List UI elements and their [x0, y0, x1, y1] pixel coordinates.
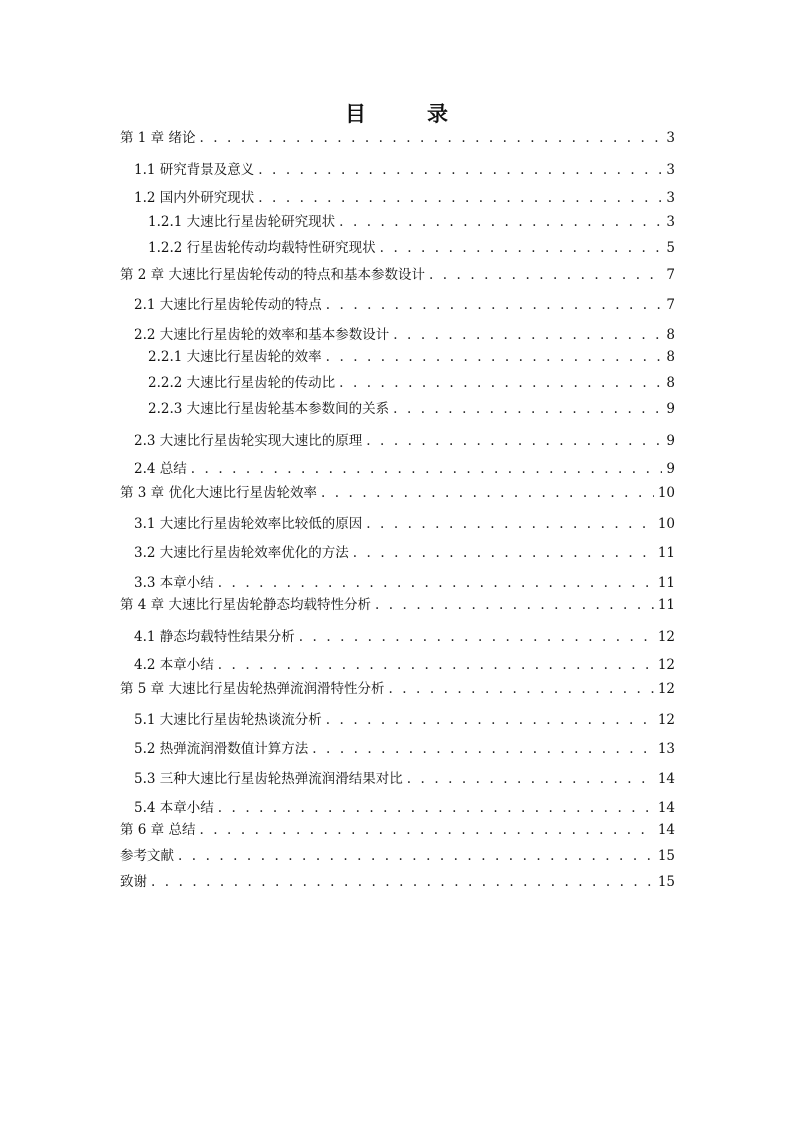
dot-leader	[321, 483, 654, 503]
toc-entry-page: 9	[666, 433, 675, 449]
dot-leader	[407, 769, 654, 789]
toc-entry[interactable]	[134, 459, 675, 479]
dot-leader	[353, 543, 654, 563]
toc-entry-page: 11	[657, 545, 675, 561]
toc-entry-page: 9	[666, 461, 675, 477]
toc-entry-page: 14	[657, 822, 675, 838]
toc-entry-label: 3.3 本章小结	[134, 575, 214, 591]
toc-entry[interactable]	[148, 212, 675, 232]
dot-leader	[375, 595, 654, 615]
dot-leader	[326, 347, 663, 367]
dot-leader	[151, 872, 654, 892]
toc-entry-page: 5	[666, 240, 675, 256]
toc-entry-label: 2.2.3 大速比行星齿轮基本参数间的关系	[148, 401, 390, 417]
toc-entry-label: 第 3 章 优化大速比行星齿轮效率	[120, 485, 317, 501]
toc-entry[interactable]	[120, 595, 675, 615]
toc-entry-label: 1.1 研究背景及意义	[134, 162, 255, 178]
toc-entry[interactable]	[134, 295, 675, 315]
dot-leader	[218, 798, 654, 818]
toc-entry-label: 2.2.2 大速比行星齿轮的传动比	[148, 375, 336, 391]
dot-leader	[199, 128, 662, 148]
toc-entry[interactable]	[120, 265, 675, 285]
dot-leader	[339, 373, 662, 393]
toc-entry[interactable]	[134, 710, 675, 730]
toc-entry-page: 15	[657, 874, 675, 890]
toc-entry-label: 5.2 热弹流润滑数值计算方法	[134, 741, 309, 757]
toc-entry-label: 3.2 大速比行星齿轮效率优化的方法	[134, 545, 349, 561]
toc-entry[interactable]	[134, 188, 675, 208]
toc-entry-label: 1.2.1 大速比行星齿轮研究现状	[148, 214, 336, 230]
toc-title: 目 录	[345, 101, 468, 126]
dot-leader	[366, 514, 654, 534]
toc-entry-page: 12	[657, 629, 675, 645]
toc-entry[interactable]	[148, 399, 675, 419]
dot-leader	[393, 325, 662, 345]
dot-leader	[218, 573, 654, 593]
toc-entry[interactable]	[134, 798, 675, 818]
toc-entry-page: 14	[657, 771, 675, 787]
toc-entry-page: 12	[657, 657, 675, 673]
toc-entry[interactable]	[120, 820, 675, 840]
toc-entry-page: 15	[657, 848, 675, 864]
dot-leader	[339, 212, 662, 232]
toc-entry-label: 2.1 大速比行星齿轮传动的特点	[134, 297, 322, 313]
toc-entry[interactable]	[120, 846, 675, 866]
dot-leader	[312, 739, 654, 759]
dot-leader	[326, 295, 663, 315]
toc-entry-label: 3.1 大速比行星齿轮效率比较低的原因	[134, 516, 363, 532]
toc-entry-page: 10	[657, 485, 675, 501]
toc-entry-label: 2.3 大速比行星齿轮实现大速比的原理	[134, 433, 363, 449]
dot-leader	[191, 459, 663, 479]
dot-leader	[429, 265, 662, 285]
toc-entry[interactable]	[134, 573, 675, 593]
toc-entry-page: 3	[666, 162, 675, 178]
toc-entry[interactable]	[148, 238, 675, 258]
toc-entry-page: 14	[657, 800, 675, 816]
dot-leader	[380, 238, 663, 258]
toc-entry[interactable]	[120, 128, 675, 148]
toc-entry-page: 12	[657, 681, 675, 697]
toc-entry[interactable]	[134, 514, 675, 534]
toc-entry-page: 3	[666, 214, 675, 230]
toc-entry[interactable]	[134, 655, 675, 675]
toc-entry-label: 第 6 章 总结	[120, 822, 196, 838]
toc-entry[interactable]	[120, 483, 675, 503]
toc-entry[interactable]	[120, 679, 675, 699]
toc-entry-label: 4.2 本章小结	[134, 657, 214, 673]
toc-entry-label: 第 1 章 绪论	[120, 130, 196, 146]
toc-entry-page: 11	[657, 575, 675, 591]
toc-entry-page: 10	[657, 516, 675, 532]
toc-entry-label: 2.2 大速比行星齿轮的效率和基本参数设计	[134, 327, 390, 343]
toc-entry-page: 11	[657, 597, 675, 613]
toc-entry-label: 2.2.1 大速比行星齿轮的效率	[148, 349, 322, 365]
toc-entry-page: 3	[666, 130, 675, 146]
toc-entry-label: 1.2 国内外研究现状	[134, 190, 255, 206]
toc-entry-page: 8	[666, 375, 675, 391]
dot-leader	[388, 679, 653, 699]
toc-entry-label: 5.3 三种大速比行星齿轮热弹流润滑结果对比	[134, 771, 403, 787]
toc-entry[interactable]	[148, 373, 675, 393]
toc-entry-label: 4.1 静态均载特性结果分析	[134, 629, 295, 645]
dot-leader	[258, 160, 662, 180]
toc-entry-page: 9	[666, 401, 675, 417]
toc-entry-label: 2.4 总结	[134, 461, 187, 477]
dot-leader	[258, 188, 662, 208]
toc-entry-label: 第 2 章 大速比行星齿轮传动的特点和基本参数设计	[120, 267, 425, 283]
dot-leader	[393, 399, 662, 419]
toc-entry-label: 5.1 大速比行星齿轮热谈流分析	[134, 712, 322, 728]
toc-entry-page: 7	[666, 267, 675, 283]
toc-entry-page: 8	[666, 327, 675, 343]
toc-entry[interactable]	[120, 872, 675, 892]
dot-leader	[299, 627, 654, 647]
toc-entry[interactable]	[134, 160, 675, 180]
dot-leader	[366, 431, 662, 451]
toc-entry-label: 第 5 章 大速比行星齿轮热弹流润滑特性分析	[120, 681, 385, 697]
toc-entry-label: 1.2.2 行星齿轮传动均载特性研究现状	[148, 240, 376, 256]
toc-entry-page: 7	[666, 297, 675, 313]
toc-entry[interactable]	[134, 627, 675, 647]
toc-entry-page: 12	[657, 712, 675, 728]
toc-entry[interactable]	[148, 347, 675, 367]
dot-leader	[178, 846, 654, 866]
toc-entry[interactable]	[134, 325, 675, 345]
toc-entry-label: 5.4 本章小结	[134, 800, 214, 816]
toc-entry[interactable]	[134, 543, 675, 563]
toc-entry-page: 8	[666, 349, 675, 365]
toc-entry[interactable]	[134, 739, 675, 759]
toc-entry[interactable]	[134, 769, 675, 789]
dot-leader	[199, 820, 653, 840]
toc-entry-page: 13	[657, 741, 675, 757]
toc-entry-page: 3	[666, 190, 675, 206]
dot-leader	[326, 710, 654, 730]
dot-leader	[218, 655, 654, 675]
toc-entry-label: 参考文献	[120, 848, 174, 864]
toc-entry-label: 致谢	[120, 874, 147, 890]
toc-entry-label: 第 4 章 大速比行星齿轮静态均载特性分析	[120, 597, 371, 613]
toc-entry[interactable]	[134, 431, 675, 451]
